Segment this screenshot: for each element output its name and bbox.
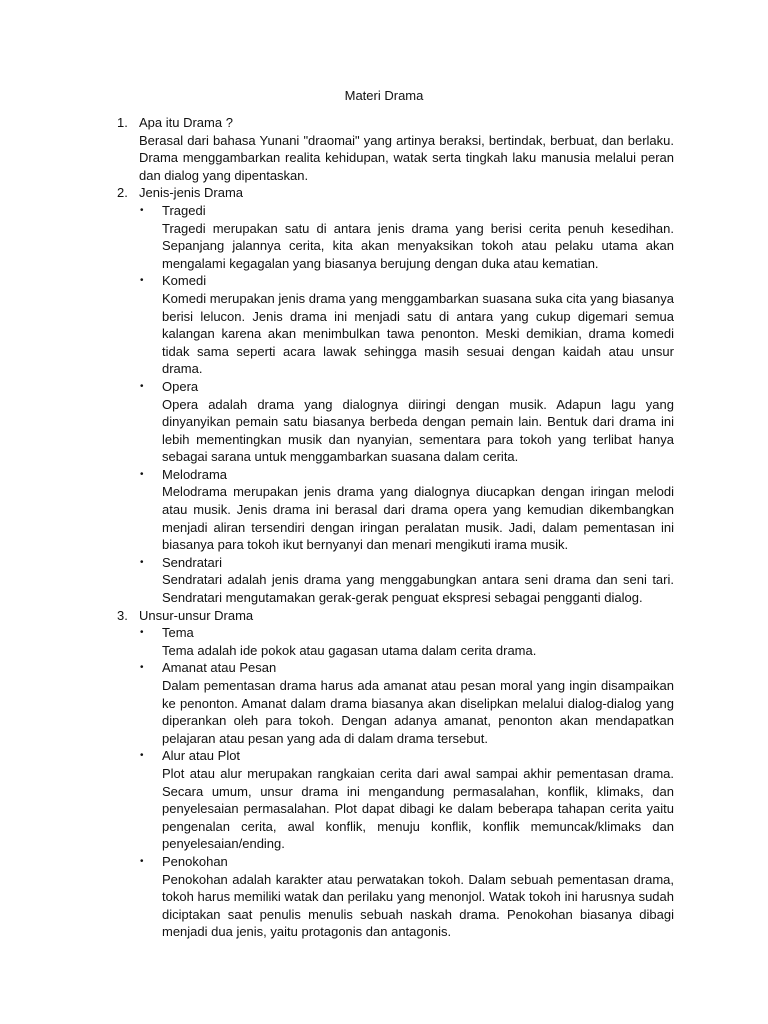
bullet-icon: • [140,380,144,392]
bullet-icon: • [140,468,144,480]
section-apa-itu-drama [117,114,674,184]
list-item-amanat [139,659,674,747]
section-number: 2. [117,185,128,201]
bullet-icon: • [140,627,144,639]
item-heading: Sendratari [162,554,222,570]
item-heading: Opera [162,378,199,394]
section-number: 1. [117,115,128,130]
list-item-komedi [139,272,674,378]
list-item-sendratari [139,554,674,607]
section-unsur-unsur-drama [117,607,674,941]
document-body [117,114,674,941]
list-item-tema [139,624,674,659]
bullet-icon: • [140,855,144,867]
item-paragraph: Penokohan adalah karakter atau perwatakan tokoh. Dalam sebuah pementasan drama, tokoh harus memiliki watak dan perilaku yang menonjol. Watak tokoh ini harusnya sudah diciptakan saat penulis menulis sebuah naskah drama. Penokohan biasanya dibagi menjadi dua jenis, yaitu protagonis dan antagonis. [162,871,674,940]
item-paragraph: Tema adalah ide pokok atau gagasan utama dalam cerita drama. [162,642,537,658]
section-paragraph: Berasal dari bahasa Yunani "draomai" yang artinya beraksi, bertindak, berbuat, dan berlaku. Drama menggambarkan realita kehidupan, watak serta tingkah laku manusia melalui peran dan dialog yang dipentaskan. [139,132,674,183]
section-heading: Jenis-jenis Drama [139,185,244,201]
item-heading: Amanat atau Pesan [162,660,277,676]
item-paragraph: Dalam pementasan drama harus ada amanat atau pesan moral yang ingin disampaikan ke penonton. Amanat dalam drama biasanya akan diselipkan melalui dialog-dialog yang diperankan oleh para tokoh. Dengan adanya amanat, penonton akan mendapatkan pelajaran atau pesan yang ada di dalam drama tersebut. [162,678,674,746]
list-item-alur [139,747,674,853]
bullet-icon: • [140,750,144,762]
bullet-icon: • [140,662,144,674]
bullet-icon: • [140,275,144,287]
item-heading: Tragedi [162,202,206,218]
item-paragraph: Opera adalah drama yang dialognya diiringi dengan musik. Adapun lagu yang dinyanyikan pemain satu biasanya berbeda dengan pemain lain. Bentuk dari drama ini lebih mementingkan musik dan nyanyian, sementara para tokoh yang terlibat hanya sebagai sarana untuk menggambarkan suasana dalam cerita. [162,396,674,465]
list-item-opera [139,378,674,466]
item-paragraph: Sendratari adalah jenis drama yang menggabungkan antara seni drama dan seni tari. Sendratari mengutamakan gerak-gerak penguat ekspresi sebagai pengganti dialog. [162,572,674,606]
section-jenis-jenis-drama [117,184,674,606]
item-heading: Alur atau Plot [162,748,241,764]
list-item-tragedi [139,202,674,272]
item-heading: Tema [162,625,194,641]
item-paragraph: Tragedi merupakan satu di antara jenis drama yang berisi cerita penuh kesedihan. Sepanjang jalannya cerita, kita akan menyaksikan tokoh atau pelaku utama akan mengalami kegagalan yang biasanya berujung dengan duka atau kematian. [162,220,674,271]
section-number: 3. [117,607,128,623]
list-item-penokohan [139,853,674,941]
bullet-icon: • [140,204,144,216]
section-heading: Apa itu Drama ? [139,115,233,130]
section-heading: Unsur-unsur Drama [139,607,254,623]
item-heading: Penokohan [162,853,228,869]
document-title: Materi Drama [344,88,424,103]
item-heading: Komedi [162,273,207,289]
list-item-melodrama [139,466,674,554]
item-heading: Melodrama [162,466,228,482]
bullet-icon: • [140,556,144,568]
item-paragraph: Plot atau alur merupakan rangkaian cerita dari awal sampai akhir pementasan drama. Secara umum, unsur drama ini mengandung permasalahan, konflik, klimaks, dan penyelesaian permasalahan. Plot dapat dibagi ke dalam beberapa tahapan cerita yaitu pengenalan cerita, awal konflik, menuju konflik, konflik memuncak/klimaks dan penyelesaian/ending. [162,765,674,852]
item-paragraph: Komedi merupakan jenis drama yang menggambarkan suasana suka cita yang biasanya berisi lelucon. Jenis drama ini menjadi satu di antara yang cukup digemari semua kalangan karena akan menimbulkan tawa penonton. Meski demikian, drama komedi tidak sama seperti acara lawak sehingga masih sesuai dengan kaidah atau unsur drama. [162,290,674,377]
item-paragraph: Melodrama merupakan jenis drama yang dialognya diucapkan dengan iringan melodi atau musik. Jenis drama ini berasal dari drama opera yang kemudian dikembangkan menjadi aliran tersendiri dengan iringan peralatan musik. Jadi, dalam pementasan ini biasanya para tokoh ikut bernyanyi dan menari mengikuti irama musik. [162,484,674,553]
